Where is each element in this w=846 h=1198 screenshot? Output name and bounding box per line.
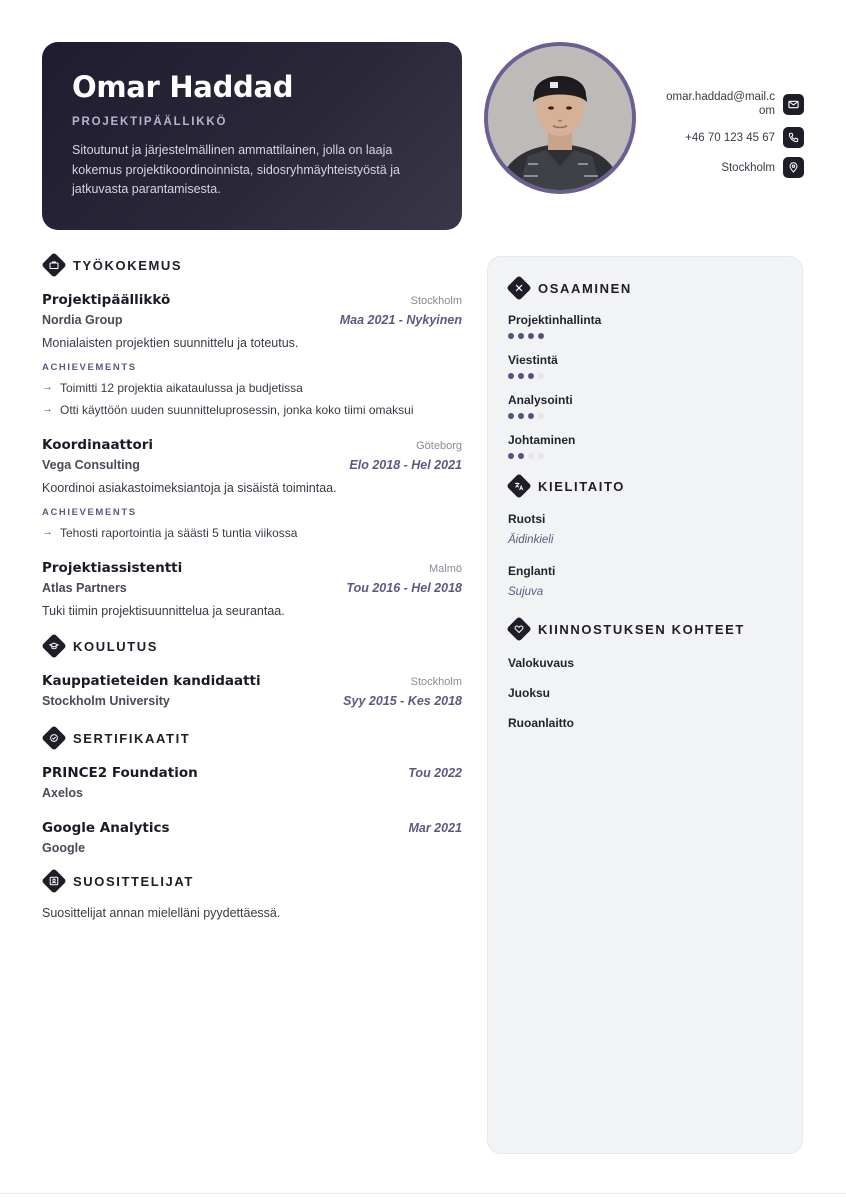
achievement-text: Toimitti 12 projektia aikataulussa ja budjetissa xyxy=(60,381,303,395)
job-dates: Maa 2021 - Nykyinen xyxy=(339,313,462,327)
contact-list xyxy=(644,90,804,187)
skill-level xyxy=(508,413,782,419)
graduation-cap-icon xyxy=(41,633,66,658)
job-description: Monialaisten projektien suunnittelu ja toteutus. xyxy=(42,336,299,350)
phone-icon xyxy=(783,127,804,148)
mail-icon xyxy=(783,94,804,115)
certificate-item xyxy=(42,820,462,855)
profile-photo xyxy=(484,42,636,194)
experience-item xyxy=(42,560,462,618)
skill-name: Viestintä xyxy=(508,353,558,367)
section-label: KIELITAITO xyxy=(538,478,626,494)
section-certificates-title xyxy=(42,725,462,751)
job-title: Koordinaattori xyxy=(42,437,154,453)
achievements-label: ACHIEVEMENTS xyxy=(42,362,137,373)
section-label: OSAAMINEN xyxy=(538,280,632,296)
certificate-issuer: Axelos xyxy=(42,786,83,800)
language-name: Englanti xyxy=(508,564,556,578)
interest-item: Valokuvaus xyxy=(508,656,575,670)
section-label: SUOSITTELIJAT xyxy=(73,873,194,889)
contact-location xyxy=(644,157,804,178)
section-languages-title xyxy=(507,473,782,499)
certificate-date: Tou 2022 xyxy=(408,766,462,780)
skill-level xyxy=(508,333,782,339)
achievement-text: Otti käyttöön uuden suunnitteluprosessin, jonka koko tiimi omaksui xyxy=(60,403,414,417)
briefcase-icon xyxy=(41,252,66,277)
arrow-right-icon: → xyxy=(42,403,53,415)
skill-level xyxy=(508,453,782,459)
skill-name: Analysointi xyxy=(508,393,573,407)
skill-name: Johtaminen xyxy=(508,433,576,447)
skill-name: Projektinhallinta xyxy=(508,313,602,327)
section-label: TYÖKOKEMUS xyxy=(73,257,183,273)
job-title: Projektiassistentti xyxy=(42,560,183,576)
education-dates: Syy 2015 - Kes 2018 xyxy=(343,694,462,708)
achievement-item xyxy=(42,526,462,540)
interest-item: Ruoanlaitto xyxy=(508,716,574,730)
sidebar xyxy=(487,256,803,1154)
main-column xyxy=(42,252,462,920)
school-name: Stockholm University xyxy=(42,694,170,708)
header-card xyxy=(42,42,462,230)
contact-email[interactable] xyxy=(644,90,804,118)
candidate-role: PROJEKTIPÄÄLLIKKÖ xyxy=(72,116,228,128)
phone-text[interactable]: +46 70 123 45 67 xyxy=(685,131,775,144)
section-label: SERTIFIKAATIT xyxy=(73,730,191,746)
certificate-name: PRINCE2 Foundation xyxy=(42,765,198,781)
skill-level xyxy=(508,373,782,379)
achievement-text: Tehosti raportointia ja säästi 5 tuntia viikossa xyxy=(60,526,298,540)
section-label: KIINNOSTUKSEN KOHTEET xyxy=(538,621,745,637)
job-location: Göteborg xyxy=(416,440,462,452)
degree-title: Kauppatieteiden kandidaatti xyxy=(42,673,261,689)
job-company: Atlas Partners xyxy=(42,581,127,595)
job-company: Nordia Group xyxy=(42,313,123,327)
contact-phone[interactable] xyxy=(644,127,804,148)
heart-icon xyxy=(506,616,531,641)
language-name: Ruotsi xyxy=(508,512,546,526)
language-level: Äidinkieli xyxy=(508,534,554,546)
arrow-right-icon: → xyxy=(42,381,53,393)
certificate-name: Google Analytics xyxy=(42,820,170,836)
job-dates: Elo 2018 - Hel 2021 xyxy=(349,458,462,472)
job-company: Vega Consulting xyxy=(42,458,140,472)
certificate-badge-icon xyxy=(41,725,66,750)
job-dates: Tou 2016 - Hel 2018 xyxy=(346,581,462,595)
job-location: Malmö xyxy=(428,563,462,575)
section-label: KOULUTUS xyxy=(73,638,159,654)
section-education-title xyxy=(42,633,462,659)
experience-item xyxy=(42,437,462,540)
location-text: Stockholm xyxy=(721,161,775,174)
language-level: Sujuva xyxy=(508,586,544,598)
achievements-label: ACHIEVEMENTS xyxy=(42,507,137,518)
certificate-item xyxy=(42,765,462,800)
location-pin-icon xyxy=(783,157,804,178)
candidate-name: Omar Haddad xyxy=(72,70,294,104)
job-title: Projektipäällikkö xyxy=(42,292,171,308)
interest-item: Juoksu xyxy=(508,686,551,700)
school-location: Stockholm xyxy=(410,676,462,688)
references-text: Suosittelijat annan mielelläni pyydettäessä. xyxy=(42,906,281,920)
certificate-date: Mar 2021 xyxy=(408,821,462,835)
achievement-item xyxy=(42,403,462,417)
email-text[interactable]: omar.haddad@mail.com xyxy=(666,91,775,117)
section-experience-title xyxy=(42,252,462,278)
section-skills-title xyxy=(507,275,782,301)
experience-item xyxy=(42,292,462,417)
contact-card-icon xyxy=(41,868,66,893)
section-references-title xyxy=(42,868,462,894)
job-description: Tuki tiimin projektisuunnittelua ja seurantaa. xyxy=(42,604,285,618)
puzzle-icon xyxy=(506,275,531,300)
translate-icon xyxy=(506,473,531,498)
arrow-right-icon: → xyxy=(42,526,53,538)
job-description: Koordinoi asiakastoimeksiantoja ja sisäistä toimintaa. xyxy=(42,481,337,495)
page-divider xyxy=(0,1193,846,1194)
education-item xyxy=(42,673,462,708)
job-location: Stockholm xyxy=(410,295,462,307)
achievement-item xyxy=(42,381,462,395)
candidate-summary: Sitoutunut ja järjestelmällinen ammattilainen, jolla on laaja kokemus projektikoordinoinnista, sidosryhmäyhteistyöstä ja jatkuvasta parantamisesta. xyxy=(72,143,400,196)
certificate-issuer: Google xyxy=(42,841,86,855)
section-interests-title xyxy=(507,616,782,642)
